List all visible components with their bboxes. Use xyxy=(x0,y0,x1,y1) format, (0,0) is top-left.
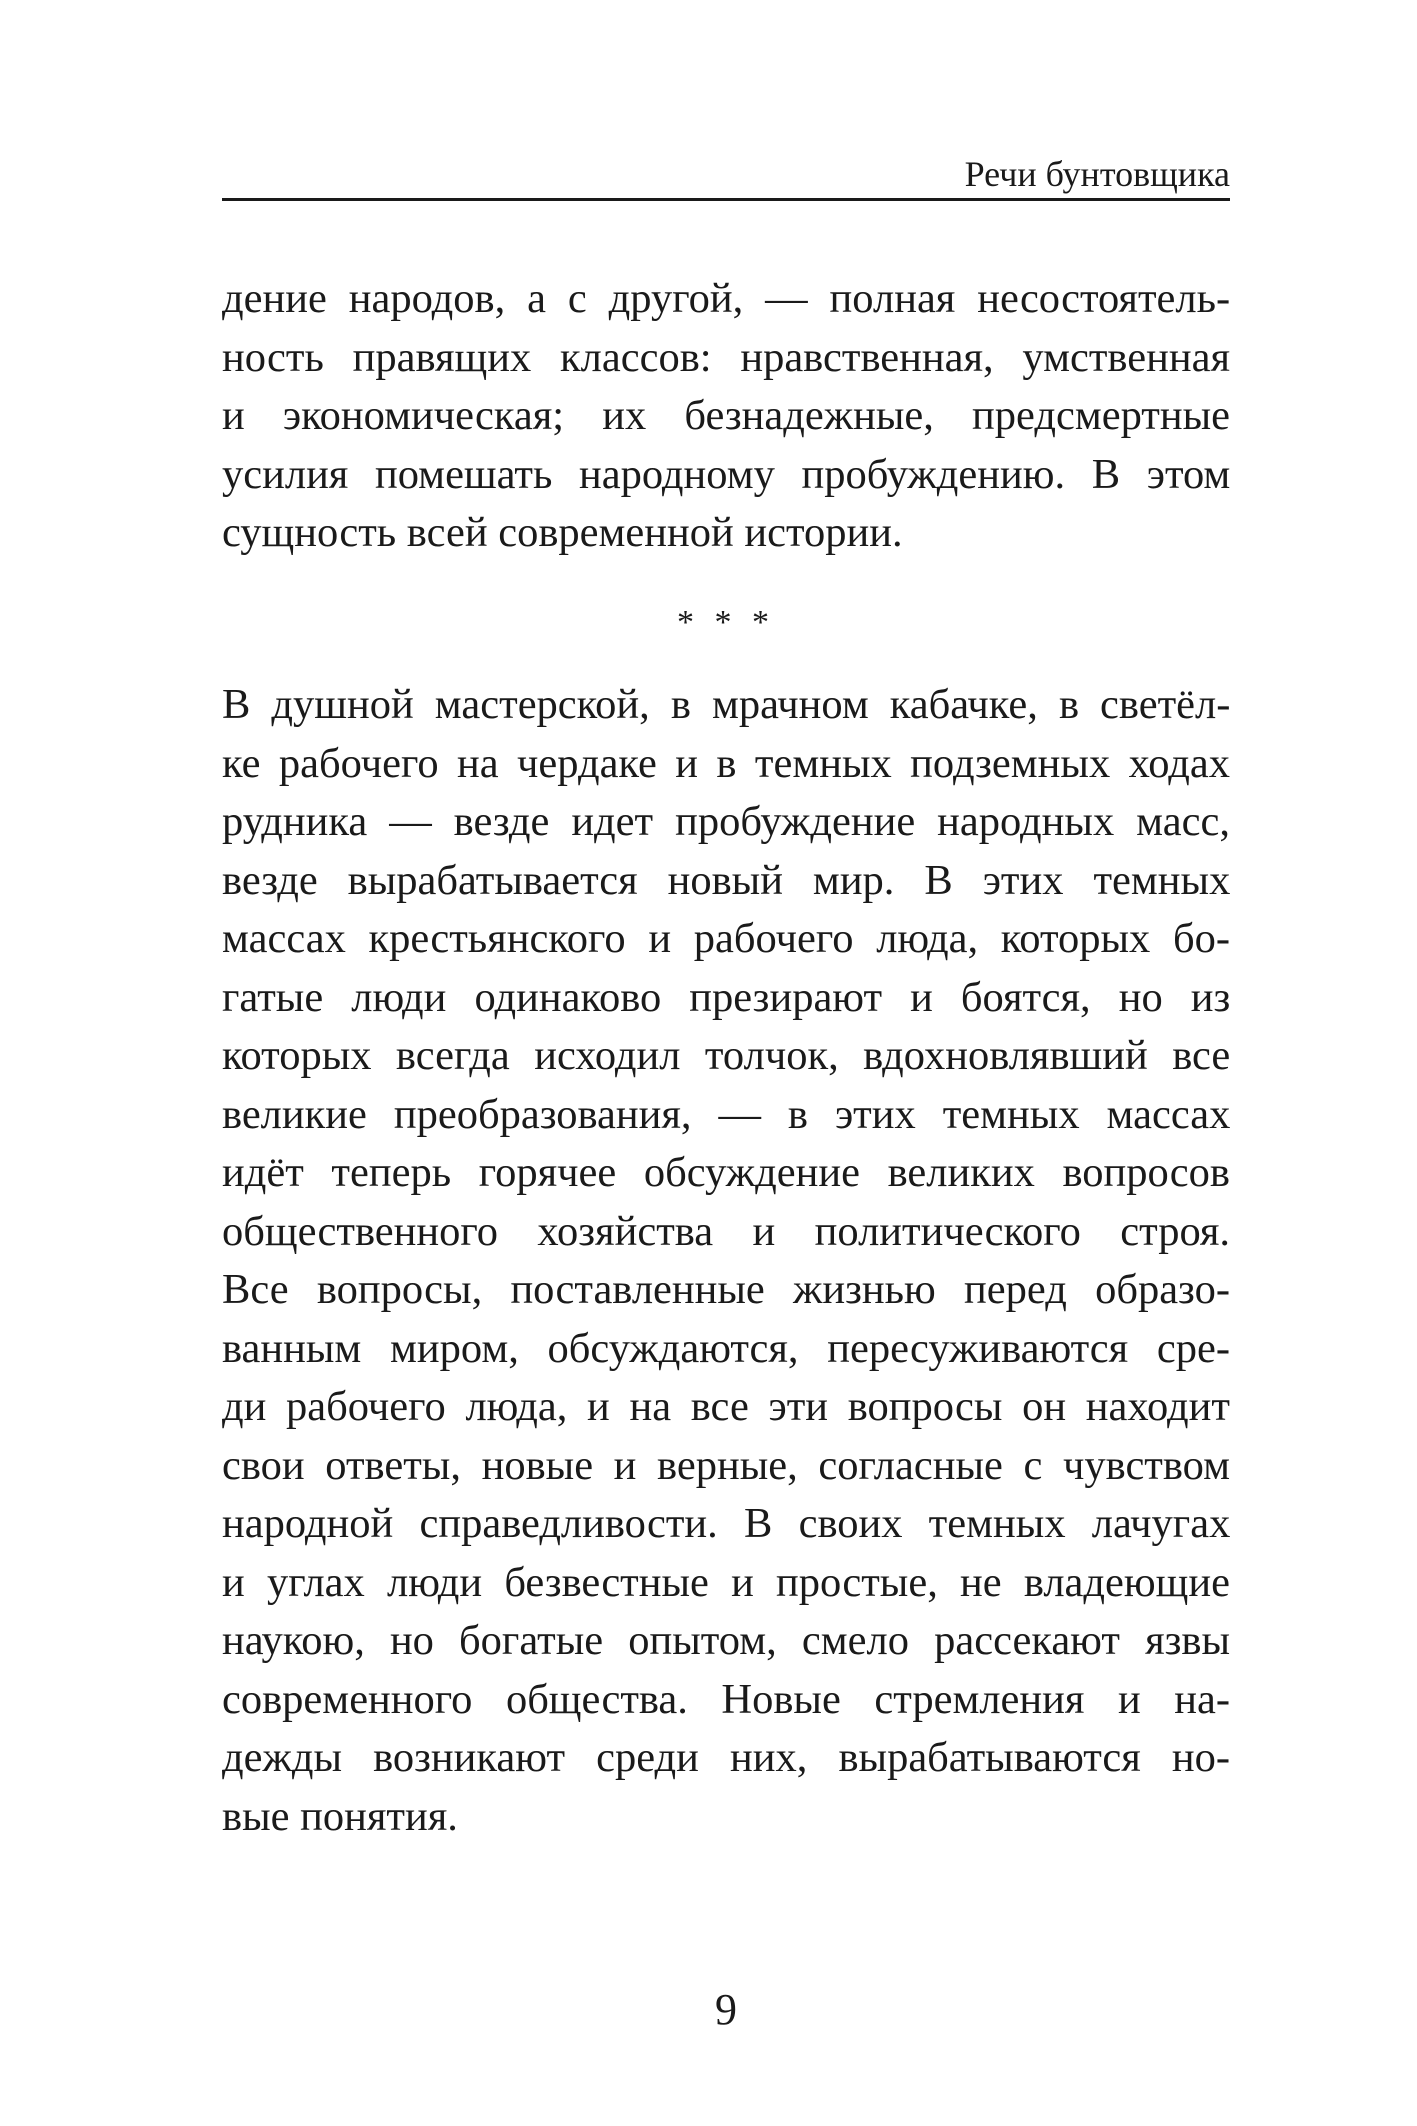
text-line: современного общества. Новые стремления и на- xyxy=(222,1675,1230,1723)
text-line: ке рабочего на чердаке и в темных подземных ходах xyxy=(222,739,1230,787)
text-line: наукою, но богатые опытом, смело рассекают язвы xyxy=(222,1617,1231,1664)
text-line: сущность всей современной истории. xyxy=(222,509,903,556)
text-line: народной справедливости. В своих темных лачугах xyxy=(222,1500,1231,1547)
text-line: рудника — везде идет пробуждение народных масс, xyxy=(222,798,1231,845)
text-line: дежды возникают среди них, вырабатываются но- xyxy=(222,1734,1230,1781)
text-line: свои ответы, новые и верные, согласные с чувством xyxy=(222,1441,1230,1489)
text-line: ванным миром, обсуждаются, пересуживаются сре- xyxy=(222,1324,1230,1372)
text-line: и углах люди безвестные и простые, не владеющие xyxy=(222,1558,1230,1606)
text-line: Все вопросы, поставленные жизнью перед образо- xyxy=(222,1266,1230,1313)
text-line: и экономическая; их безнадежные, предсмертные xyxy=(222,392,1230,439)
scene-break: * * * xyxy=(677,604,775,641)
text-line: В душной мастерской, в мрачном кабачке, в светёл- xyxy=(222,681,1231,728)
paragraph-1 xyxy=(222,270,1230,563)
text-line: везде вырабатывается новый мир. В этих темных xyxy=(222,856,1231,904)
text-line: гатые люди одинаково презирают и боятся, но из xyxy=(222,973,1231,1021)
text-line: великие преобразования, — в этих темных массах xyxy=(222,1090,1231,1138)
text-line: общественного хозяйства и политического строя. xyxy=(222,1207,1231,1255)
text-line: усилия помешать народному пробуждению. В этом xyxy=(222,450,1231,498)
text-line: ди рабочего люда, и на все эти вопросы он находит xyxy=(222,1383,1230,1430)
text-line: которых всегда исходил толчок, вдохновлявший все xyxy=(222,1032,1231,1079)
text-line: массах крестьянского и рабочего люда, которых бо- xyxy=(222,915,1230,962)
text-line: идёт теперь горячее обсуждение великих вопросов xyxy=(222,1149,1230,1196)
text-line: дение народов, а с другой, — полная несостоятель- xyxy=(222,275,1231,322)
running-header-title: Речи бунтовщика xyxy=(964,154,1230,194)
paragraph-2 xyxy=(222,676,1230,1846)
page-number: 9 xyxy=(715,1985,737,2034)
text-line: ность правящих классов: нравственная, умственная xyxy=(222,333,1230,381)
text-line: вые понятия. xyxy=(222,1792,458,1840)
running-header xyxy=(222,148,1230,201)
